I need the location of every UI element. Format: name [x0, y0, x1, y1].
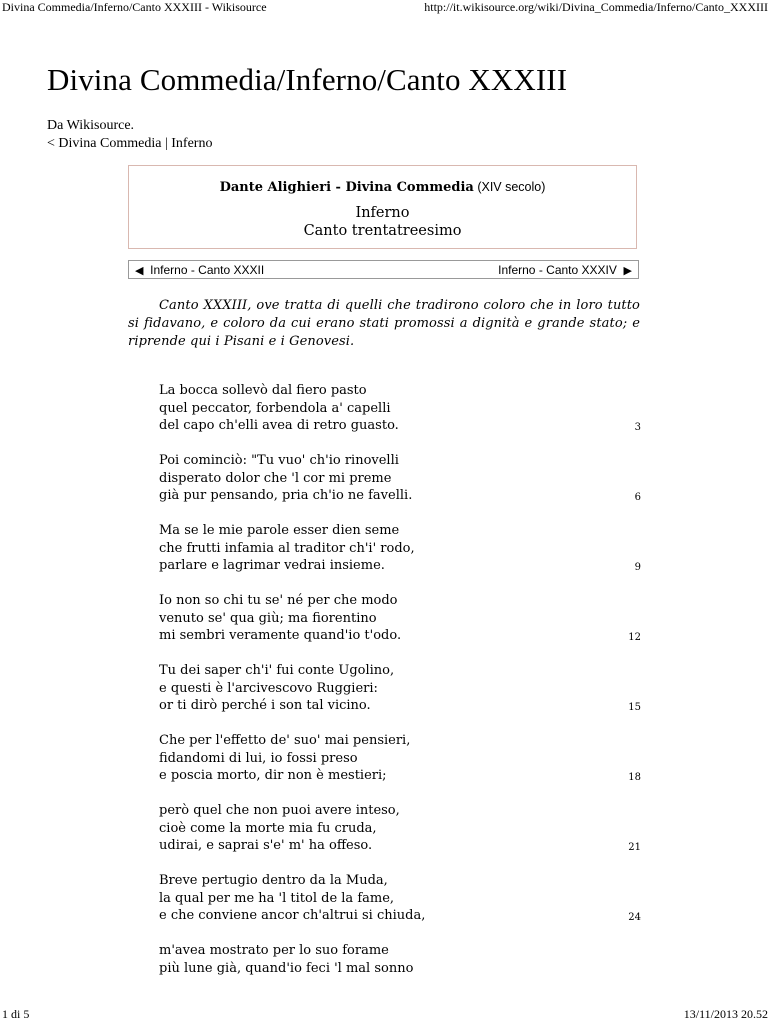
verse-line: la qual per me ha 'l titol de la fame,	[159, 890, 395, 906]
verse-number: 9	[634, 562, 641, 573]
verse-number: 24	[628, 912, 641, 923]
site-subtitle	[47, 117, 212, 153]
verse-line: e che conviene ancor ch'altrui si chiuda,	[159, 908, 426, 923]
verse-line: parlare e lagrimar vedrai insieme.	[159, 558, 385, 573]
verse-number: 6	[634, 492, 641, 503]
verse-line: m'avea mostrato per lo suo forame	[159, 943, 389, 958]
verse-line: cioè come la morte mia fu cruda,	[159, 820, 377, 836]
work-header-box	[128, 165, 637, 249]
prev-canto-link[interactable]	[135, 263, 264, 277]
verse-line: Tu dei saper ch'i' fui conte Ugolino,	[159, 663, 395, 678]
print-footer	[0, 1007, 768, 1023]
print-header-url: http://it.wikisource.org/wiki/Divina_Commedia/Inferno/Canto_XXXIII	[424, 0, 768, 14]
prev-canto-label: Inferno - Canto XXXII	[150, 263, 265, 277]
verse-line: più lune già, quand'io feci 'l mal sonno	[159, 960, 414, 976]
work-name: Divina Commedia	[345, 180, 474, 195]
verse-line: fidandomi di lui, io fossi preso	[159, 750, 358, 766]
verse-line: del capo ch'elli avea di retro guasto.	[159, 418, 399, 433]
verse-line: venuto se' qua giù; ma fiorentino	[159, 610, 377, 626]
breadcrumb-current: Inferno	[171, 136, 213, 151]
verse-number: 3	[634, 422, 641, 433]
verse-line: disperato dolor che 'l cor mi preme	[159, 470, 392, 486]
period: (XIV secolo)	[473, 180, 546, 194]
canto-title: Canto trentatreesimo	[303, 223, 462, 239]
verse-line: Ma se le mie parole esser dien seme	[159, 523, 400, 538]
verse-line: mi sembri veramente quand'io t'odo.	[159, 628, 402, 643]
verse-line: che frutti infamia al traditor ch'i' rodo,	[159, 540, 415, 556]
verse-line: già pur pensando, pria ch'io ne favelli.	[159, 488, 413, 503]
verse-line: e questi è l'arcivescovo Ruggieri:	[159, 680, 378, 696]
author-name: Dante Alighieri	[219, 180, 332, 195]
verse-line: e poscia morto, dir non è mestieri;	[159, 768, 387, 783]
next-canto-link[interactable]	[498, 263, 632, 277]
breadcrumb	[47, 135, 212, 153]
verse-number: 18	[628, 772, 641, 783]
verse-line: udirai, e saprai s'e' m' ha offeso.	[159, 838, 373, 853]
print-header-title: Divina Commedia/Inferno/Canto XXXIII - Wikisource	[2, 0, 267, 14]
breadcrumb-separator: |	[161, 136, 172, 151]
verse-line: Che per l'effetto de' suo' mai pensieri,	[159, 733, 411, 748]
print-header	[0, 0, 768, 16]
author-line	[129, 180, 636, 195]
verse-line: però quel che non puoi avere inteso,	[159, 803, 400, 818]
print-page-number: 1 di 5	[2, 1007, 30, 1021]
verse-line: quel peccator, forbendola a' capelli	[159, 400, 391, 416]
canto-navigation	[128, 260, 639, 279]
breadcrumb-link-divina-commedia[interactable]: Divina Commedia	[58, 136, 162, 151]
author-dash: -	[331, 180, 346, 195]
canto-summary: Canto XXXIII, ove tratta di quelli che tradirono coloro che in loro tutto si fidavano, e coloro da cui erano stati promossi a dignità e grande stato; e riprende qui i Pisani e i Genovesi.	[128, 298, 640, 349]
verse-number: 15	[628, 702, 641, 713]
breadcrumb-prefix: <	[47, 136, 59, 151]
verse-line: or ti dirò perché i son tal vicino.	[159, 698, 371, 713]
verse-line: Breve pertugio dentro da la Muda,	[159, 873, 388, 888]
part-title: Inferno	[355, 205, 410, 221]
page-title: Divina Commedia/Inferno/Canto XXXIII	[47, 62, 568, 97]
verse-line: La bocca sollevò dal fiero pasto	[159, 383, 367, 398]
verse-number: 21	[628, 842, 641, 853]
right-arrow-icon: ▶	[623, 265, 632, 277]
next-canto-label: Inferno - Canto XXXIV	[498, 263, 617, 277]
verse-line: Io non so chi tu se' né per che modo	[159, 593, 398, 608]
print-datetime: 13/11/2013 20.52	[683, 1007, 768, 1021]
left-arrow-icon: ◀	[135, 265, 144, 277]
verse-line: Poi cominciò: "Tu vuo' ch'io rinovelli	[159, 453, 399, 468]
verse-number: 12	[628, 632, 641, 643]
site-from: Da Wikisource.	[47, 118, 135, 133]
